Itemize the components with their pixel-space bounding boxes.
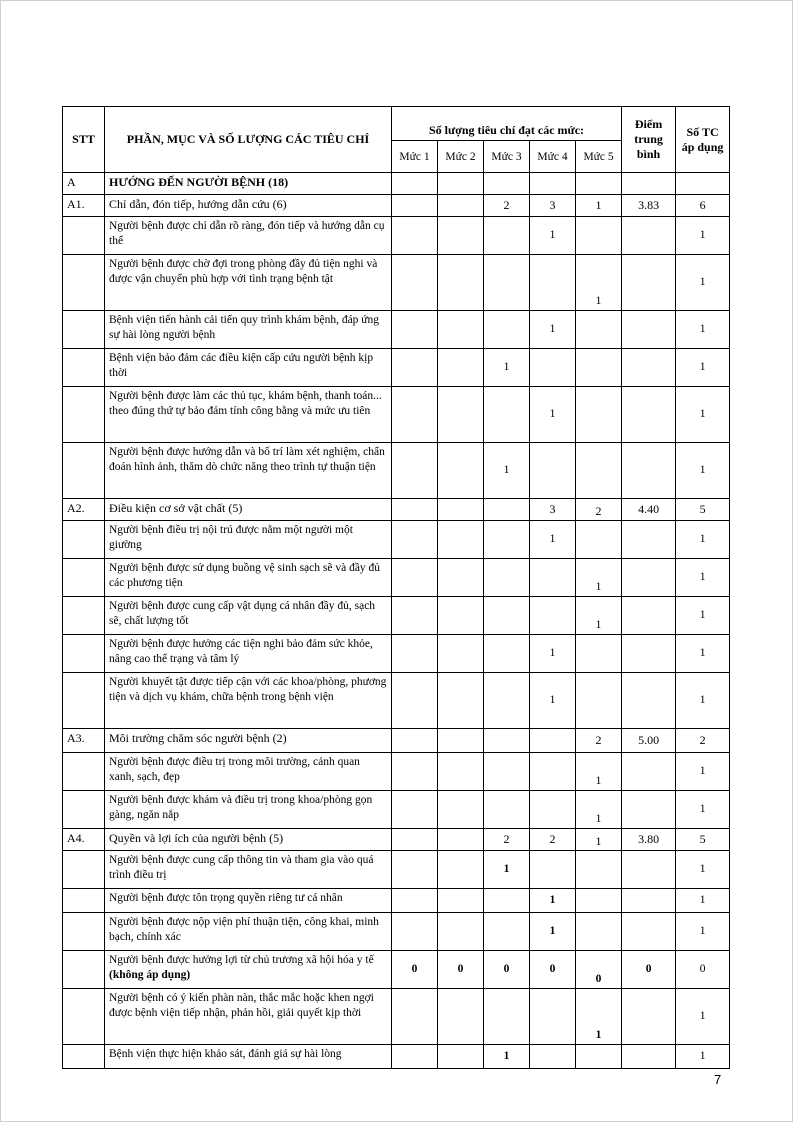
criterion-text: Người bệnh được cung cấp vật dụng cá nhân đầy đủ, sạch sẽ, chất lượng tốt [109,600,376,627]
criterion-m5-cell: 1 [576,791,622,829]
group-m4-cell [530,729,576,753]
criterion-row [63,597,730,635]
criterion-m2-cell [438,753,484,791]
criterion-avg-cell: 0 [622,951,676,989]
criterion-m2-cell [438,791,484,829]
group-m3-cell [484,499,530,521]
criterion-m2-cell [438,673,484,729]
criterion-text: Người bệnh được hướng dẫn và bố trí làm xét nghiệm, chẩn đoán hình ảnh, thăm dò chức năng theo trình tự thuận tiện [109,446,385,473]
criterion-m4-cell: 1 [530,889,576,913]
criterion-stt-cell [63,443,105,499]
criterion-applied-cell: 1 [676,217,730,255]
group-title: Quyền và lợi ích của người bệnh (5) [105,829,392,851]
group-applied-cell: 6 [676,195,730,217]
criterion-m3-cell [484,913,530,951]
criterion-m4-cell: 1 [530,913,576,951]
criterion-applied-cell: 1 [676,913,730,951]
criterion-m3-cell [484,635,530,673]
criterion-m1-cell [392,851,438,889]
criterion-m3-cell: 1 [484,1045,530,1069]
criterion-text: Bệnh viện tiến hành cải tiến quy trình khám bệnh, đáp ứng sự hài lòng người bệnh [109,314,380,341]
criterion-m2-cell [438,255,484,311]
criterion-text-cell [105,753,392,791]
criterion-m3-cell: 1 [484,443,530,499]
criterion-m1-cell [392,255,438,311]
criterion-m5-cell: 1 [576,753,622,791]
criterion-m4-cell [530,443,576,499]
criterion-stt-cell [63,387,105,443]
criterion-row [63,889,730,913]
header-criteria: PHẦN, MỤC VÀ SỐ LƯỢNG CÁC TIÊU CHÍ [105,107,392,173]
criterion-text-cell [105,889,392,913]
group-m2-cell [438,499,484,521]
criterion-row [63,989,730,1045]
criterion-m5-cell: 0 [576,951,622,989]
criterion-stt-cell [63,913,105,951]
criterion-text: Người bệnh được chỉ dẫn rõ ràng, đón tiếp và hướng dẫn cụ thể [109,220,385,247]
group-m3-cell: 2 [484,829,530,851]
criterion-text: Người bệnh được làm các thủ tục, khám bệnh, thanh toán... theo đúng thứ tự bảo đảm tính công bằng và mức ưu tiên [109,390,382,417]
criterion-avg-cell [622,559,676,597]
criterion-applied-cell: 1 [676,311,730,349]
criterion-stt-cell [63,851,105,889]
criterion-stt-cell [63,349,105,387]
criterion-m1-cell [392,597,438,635]
criterion-text-cell [105,597,392,635]
criterion-m2-cell [438,597,484,635]
criterion-applied-cell: 1 [676,673,730,729]
criterion-row [63,217,730,255]
header-level-5: Mức 5 [576,141,622,173]
criterion-text: Người bệnh được cung cấp thông tin và tham gia vào quá trình điều trị [109,854,374,881]
group-m1-cell [392,195,438,217]
criterion-text-cell [105,913,392,951]
criterion-m4-cell [530,559,576,597]
criterion-m2-cell [438,989,484,1045]
criterion-stt-cell [63,753,105,791]
group-code: A1. [63,195,105,217]
criterion-m1-cell [392,635,438,673]
criterion-m4-cell: 1 [530,387,576,443]
criterion-m1-cell [392,349,438,387]
criterion-stt-cell [63,597,105,635]
criterion-avg-cell [622,521,676,559]
criterion-text-cell [105,349,392,387]
header-level-1: Mức 1 [392,141,438,173]
criterion-m3-cell [484,387,530,443]
criterion-row [63,791,730,829]
criterion-m2-cell [438,913,484,951]
group-m4-cell: 2 [530,829,576,851]
criterion-m4-cell [530,989,576,1045]
criterion-avg-cell [622,791,676,829]
criterion-text-cell [105,851,392,889]
criterion-m4-cell [530,791,576,829]
criterion-m5-cell [576,1045,622,1069]
group-code: A3. [63,729,105,753]
criterion-applied-cell: 1 [676,443,730,499]
group-m3-cell [484,729,530,753]
criterion-text: Người khuyết tật được tiếp cận với các khoa/phòng, phương tiện và dịch vụ khám, chữa bệnh trong bệnh viện [109,676,387,703]
criterion-m3-cell [484,889,530,913]
group-m5-cell: 1 [576,195,622,217]
criterion-text: Bệnh viện thực hiện khảo sát, đánh giá sự hài lòng [109,1048,342,1060]
criterion-text: Người bệnh được nộp viện phí thuận tiện, công khai, minh bạch, chính xác [109,916,379,943]
group-row [63,829,730,851]
group-code: A4. [63,829,105,851]
criterion-stt-cell [63,521,105,559]
criterion-m2-cell [438,217,484,255]
criterion-m4-cell [530,597,576,635]
criterion-stt-cell [63,989,105,1045]
criterion-m3-cell [484,753,530,791]
criterion-row [63,753,730,791]
criterion-row [63,635,730,673]
group-avg-cell: 4.40 [622,499,676,521]
criterion-text-cell [105,387,392,443]
criterion-m4-cell [530,255,576,311]
criterion-m5-cell [576,349,622,387]
criterion-m4-cell: 1 [530,217,576,255]
header-avg: Điểm trung bình [622,107,676,173]
criterion-applied-cell: 1 [676,387,730,443]
group-code: A2. [63,499,105,521]
criterion-m3-cell [484,597,530,635]
group-m4-cell: 3 [530,499,576,521]
criterion-m1-cell [392,753,438,791]
criterion-m5-cell [576,443,622,499]
criterion-m5-cell [576,673,622,729]
criterion-m4-cell: 1 [530,635,576,673]
criterion-avg-cell [622,217,676,255]
group-title: Điều kiện cơ sở vật chất (5) [105,499,392,521]
criterion-stt-cell [63,951,105,989]
criterion-text-cell [105,951,392,989]
criterion-text: Người bệnh được sử dụng buồng vệ sinh sạch sẽ và đầy đủ các phương tiện [109,562,381,589]
criterion-m1-cell [392,443,438,499]
criterion-row [63,387,730,443]
section-row [63,173,730,195]
criterion-avg-cell [622,913,676,951]
criterion-stt-cell [63,635,105,673]
criterion-applied-cell: 0 [676,951,730,989]
criterion-applied-cell: 1 [676,521,730,559]
criterion-applied-cell: 1 [676,559,730,597]
criterion-applied-cell: 1 [676,791,730,829]
criterion-avg-cell [622,989,676,1045]
criterion-applied-cell: 1 [676,851,730,889]
group-title: Chỉ dẫn, đón tiếp, hướng dẫn cứu (6) [105,195,392,217]
header-applied: Số TC áp dụng [676,107,730,173]
criterion-applied-cell: 1 [676,349,730,387]
criterion-m3-cell [484,311,530,349]
criterion-m4-cell: 1 [530,311,576,349]
criterion-m5-cell [576,521,622,559]
criterion-m2-cell [438,559,484,597]
criterion-text-cell [105,521,392,559]
criterion-applied-cell: 1 [676,753,730,791]
criterion-m2-cell [438,443,484,499]
group-title: Môi trường chăm sóc người bệnh (2) [105,729,392,753]
criterion-row [63,851,730,889]
criterion-stt-cell [63,673,105,729]
group-avg-cell: 3.83 [622,195,676,217]
criterion-m5-cell: 1 [576,559,622,597]
criterion-stt-cell [63,1045,105,1069]
group-avg-cell: 5.00 [622,729,676,753]
group-row [63,195,730,217]
criterion-row [63,311,730,349]
criterion-m2-cell [438,851,484,889]
criterion-row [63,559,730,597]
criterion-avg-cell [622,349,676,387]
criterion-text: Người bệnh được hưởng các tiện nghi bảo đảm sức khỏe, nâng cao thể trạng và tâm lý [109,638,373,665]
criterion-text-cell [105,217,392,255]
criterion-text: Người bệnh được chờ đợi trong phòng đầy đủ tiện nghi và được vận chuyển phù hợp với tình trạng bệnh tật [109,258,378,285]
criterion-text: Người bệnh điều trị nội trú được nằm một người một giường [109,524,353,551]
criterion-m5-cell [576,217,622,255]
criterion-m5-cell [576,913,622,951]
criterion-m4-cell: 1 [530,673,576,729]
group-m2-cell [438,829,484,851]
header-stt: STT [63,107,105,173]
criterion-m5-cell: 1 [576,255,622,311]
criterion-m1-cell: 0 [392,951,438,989]
criterion-m2-cell: 0 [438,951,484,989]
criterion-m5-cell: 1 [576,989,622,1045]
criterion-m1-cell [392,521,438,559]
criterion-m3-cell [484,255,530,311]
criterion-avg-cell [622,387,676,443]
criterion-m1-cell [392,791,438,829]
group-m4-cell: 3 [530,195,576,217]
criterion-avg-cell [622,673,676,729]
criterion-m2-cell [438,635,484,673]
group-m5-cell: 2 [576,729,622,753]
criterion-text-cell [105,1045,392,1069]
criterion-m1-cell [392,1045,438,1069]
group-m3-cell: 2 [484,195,530,217]
criterion-m2-cell [438,387,484,443]
criterion-m2-cell [438,521,484,559]
criterion-stt-cell [63,217,105,255]
criterion-applied-cell: 1 [676,989,730,1045]
criterion-text-cell [105,255,392,311]
group-avg-cell: 3.80 [622,829,676,851]
group-m1-cell [392,499,438,521]
criterion-note: (không áp dụng) [109,969,191,981]
criterion-text-cell [105,673,392,729]
header-level-3: Mức 3 [484,141,530,173]
section-code: A [63,173,105,195]
criterion-row [63,349,730,387]
criterion-applied-cell: 1 [676,1045,730,1069]
header-levels: Số lượng tiêu chí đạt các mức: [392,107,622,141]
criterion-text: Người bệnh được khám và điều trị trong khoa/phòng gọn gàng, ngăn nắp [109,794,373,821]
criterion-m1-cell [392,989,438,1045]
group-row [63,499,730,521]
criterion-m5-cell [576,635,622,673]
criterion-m1-cell [392,559,438,597]
criterion-row [63,913,730,951]
criterion-text: Người bệnh được tôn trọng quyền riêng tư cá nhân [109,892,343,904]
criterion-m4-cell [530,851,576,889]
criterion-m3-cell [484,989,530,1045]
criterion-text: Bệnh viện bảo đảm các điều kiện cấp cứu người bệnh kịp thời [109,352,374,379]
criterion-m3-cell [484,521,530,559]
criterion-text-cell [105,989,392,1045]
group-m2-cell [438,195,484,217]
criterion-avg-cell [622,851,676,889]
criterion-applied-cell: 1 [676,635,730,673]
criterion-applied-cell: 1 [676,255,730,311]
criterion-avg-cell [622,311,676,349]
criterion-applied-cell: 1 [676,597,730,635]
criterion-m3-cell: 1 [484,851,530,889]
criterion-text-cell [105,311,392,349]
header-level-4: Mức 4 [530,141,576,173]
header-level-2: Mức 2 [438,141,484,173]
criterion-m5-cell [576,387,622,443]
criterion-m4-cell [530,753,576,791]
criterion-text-cell [105,443,392,499]
page-number: 7 [714,1072,722,1087]
criterion-m5-cell [576,851,622,889]
criterion-m1-cell [392,387,438,443]
criterion-m1-cell [392,889,438,913]
criterion-m3-cell [484,791,530,829]
criterion-avg-cell [622,443,676,499]
group-applied-cell: 2 [676,729,730,753]
criterion-avg-cell [622,753,676,791]
group-m1-cell [392,729,438,753]
criterion-m2-cell [438,1045,484,1069]
criterion-m4-cell [530,349,576,387]
criterion-m3-cell [484,559,530,597]
criterion-applied-cell: 1 [676,889,730,913]
section-title: HƯỚNG ĐẾN NGƯỜI BỆNH (18) [105,173,392,195]
criteria-table [62,106,730,1069]
criterion-stt-cell [63,889,105,913]
criterion-row [63,1045,730,1069]
criterion-m1-cell [392,311,438,349]
criterion-row [63,673,730,729]
criterion-avg-cell [622,597,676,635]
criterion-m5-cell [576,889,622,913]
criterion-stt-cell [63,559,105,597]
group-applied-cell: 5 [676,499,730,521]
criterion-text: Người bệnh có ý kiến phàn nàn, thắc mắc hoặc khen ngợi được bệnh viện tiếp nhận, phản hồi, giải quyết kịp thời [109,992,374,1019]
criterion-row [63,443,730,499]
criterion-m4-cell: 1 [530,521,576,559]
criterion-stt-cell [63,791,105,829]
criterion-m3-cell: 1 [484,349,530,387]
criterion-m5-cell [576,311,622,349]
criterion-text-cell [105,635,392,673]
group-m5-cell: 2 [576,499,622,521]
group-m5-cell: 1 [576,829,622,851]
criterion-row [63,951,730,989]
criterion-stt-cell [63,311,105,349]
criterion-m3-cell [484,673,530,729]
criterion-m4-cell: 0 [530,951,576,989]
group-m2-cell [438,729,484,753]
criterion-m2-cell [438,889,484,913]
group-m1-cell [392,829,438,851]
criterion-row [63,521,730,559]
criterion-text-cell [105,791,392,829]
criterion-avg-cell [622,1045,676,1069]
criterion-m1-cell [392,913,438,951]
criterion-avg-cell [622,889,676,913]
criterion-text-cell [105,559,392,597]
criterion-row [63,255,730,311]
criterion-m2-cell [438,311,484,349]
group-row [63,729,730,753]
criterion-stt-cell [63,255,105,311]
criterion-avg-cell [622,635,676,673]
criterion-avg-cell [622,255,676,311]
criterion-m1-cell [392,217,438,255]
criterion-m3-cell: 0 [484,951,530,989]
group-applied-cell: 5 [676,829,730,851]
criterion-m2-cell [438,349,484,387]
criterion-text: Người bệnh được điều trị trong môi trường, cảnh quan xanh, sạch, đẹp [109,756,360,783]
criterion-m5-cell: 1 [576,597,622,635]
criterion-m4-cell [530,1045,576,1069]
criterion-m1-cell [392,673,438,729]
criterion-m3-cell [484,217,530,255]
criterion-text: Người bệnh được hưởng lợi từ chủ trương xã hội hóa y tế [109,954,374,966]
